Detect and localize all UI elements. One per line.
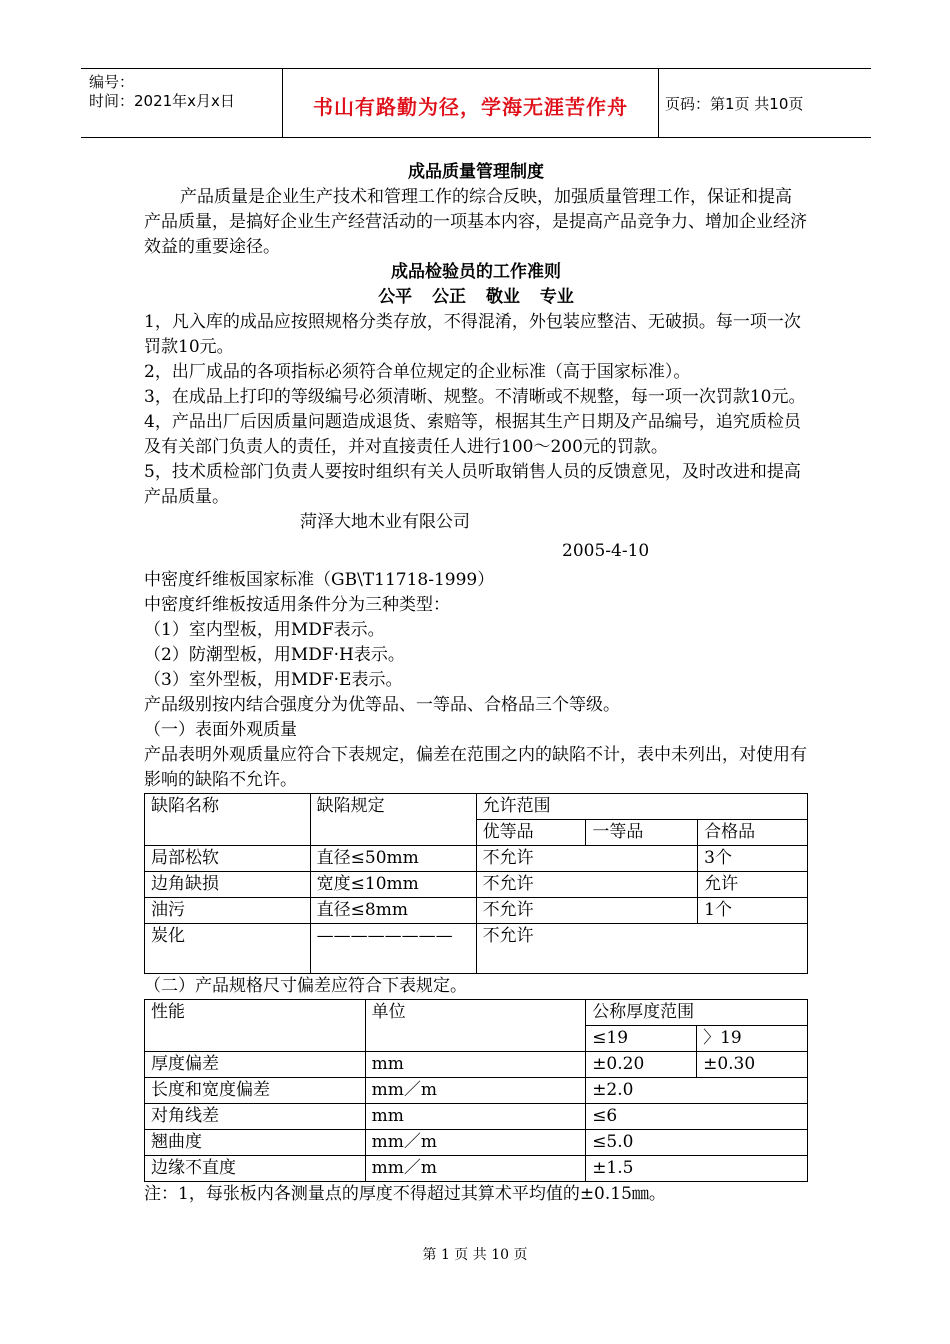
table-row bbox=[145, 872, 808, 898]
type-item: （3）室外型板，用MDF·E表示。 bbox=[144, 670, 403, 690]
cell-name: 炭化 bbox=[145, 924, 311, 974]
header-divider-right bbox=[658, 69, 659, 137]
th-le19: ≤19 bbox=[586, 1026, 697, 1052]
doc-date: 2005-4-10 bbox=[562, 541, 650, 561]
cell-rule: 直径≤50mm bbox=[310, 846, 476, 872]
cell-property: 对角线差 bbox=[145, 1104, 366, 1130]
th-defect-rule: 缺陷规定 bbox=[310, 794, 476, 846]
table-row bbox=[145, 898, 808, 924]
header-number-label: 编号： bbox=[89, 73, 135, 91]
note-text: 注：1，每张板内各测量点的厚度不得超过其算术平均值的±0.15㎜。 bbox=[144, 1184, 666, 1204]
th-property: 性能 bbox=[145, 1000, 366, 1052]
th-grade-qualified: 合格品 bbox=[698, 820, 808, 846]
document-body bbox=[144, 160, 808, 1207]
cell-qualified: 1个 bbox=[698, 898, 808, 924]
th-unit: 单位 bbox=[365, 1000, 586, 1052]
surface-quality-table bbox=[144, 793, 808, 974]
rule-item: 2，出厂成品的各项指标必须符合单位规定的企业标准（高于国家标准）。 bbox=[144, 362, 691, 382]
table-row bbox=[145, 1078, 808, 1104]
rule-item: 1，凡入库的成品应按照规格分类存放，不得混淆，外包装应整洁、无破损。每一项一次罚款10元。 bbox=[144, 312, 801, 357]
cell-value: ≤6 bbox=[586, 1104, 808, 1130]
table-row bbox=[145, 794, 808, 820]
doc-title: 成品质量管理制度 bbox=[408, 162, 544, 182]
rule-item: 3，在成品上打印的等级编号必须清晰、规整。不清晰或不规整，每一项一次罚款10元。 bbox=[144, 387, 806, 407]
type-item: （1）室内型板，用MDF表示。 bbox=[144, 620, 385, 640]
cell-qualified: 允许 bbox=[698, 872, 808, 898]
cell-unit: mm／m bbox=[365, 1156, 586, 1182]
cell-property: 厚度偏差 bbox=[145, 1052, 366, 1078]
th-defect-name: 缺陷名称 bbox=[145, 794, 311, 846]
page-header bbox=[81, 68, 871, 138]
header-page-info: 页码：第1页 共10页 bbox=[665, 95, 804, 113]
section1-title: （一）表面外观质量 bbox=[144, 720, 297, 740]
header-motto: 书山有路勤为径，学海无涯苦作舟 bbox=[313, 95, 628, 119]
header-meta bbox=[89, 73, 281, 111]
rule-item: 5，技术质检部门负责人要按时组织有关人员听取销售人员的反馈意见，及时改进和提高产品质量。 bbox=[144, 462, 801, 507]
th-gt19: 〉19 bbox=[697, 1026, 808, 1052]
cell-unit: mm bbox=[365, 1052, 586, 1078]
cell-gt19: ±0.30 bbox=[697, 1052, 808, 1078]
table-row bbox=[145, 1156, 808, 1182]
cell-property: 边缘不直度 bbox=[145, 1156, 366, 1182]
grade-text: 产品级别按内结合强度分为优等品、一等品、合格品三个等级。 bbox=[144, 695, 620, 715]
doc-intro: 产品质量是企业生产技术和管理工作的综合反映，加强质量管理工作，保证和提高产品质量，是搞好企业生产经营活动的一项基本内容，是提高产品竞争力、增加企业经济效益的重要途径。 bbox=[144, 187, 807, 257]
cell-name: 油污 bbox=[145, 898, 311, 924]
page-footer: 第 1 页 共 10 页 bbox=[422, 1247, 528, 1263]
cell-name: 边角缺损 bbox=[145, 872, 311, 898]
section2-title: （二）产品规格尺寸偏差应符合下表规定。 bbox=[144, 976, 467, 996]
type-item: （2）防潮型板，用MDF·H表示。 bbox=[144, 645, 405, 665]
table-row bbox=[145, 1052, 808, 1078]
section1-text: 产品表明外观质量应符合下表规定，偏差在范围之内的缺陷不计，表中未列出，对使用有影响的缺陷不允许。 bbox=[144, 745, 807, 790]
cell-value: ±1.5 bbox=[586, 1156, 808, 1182]
cell-rule: 直径≤8mm bbox=[310, 898, 476, 924]
cell-rule: ———————— bbox=[310, 924, 476, 974]
cell-qualified: 3个 bbox=[698, 846, 808, 872]
table-row bbox=[145, 1000, 808, 1026]
header-time-label: 时间：2021年x月x日 bbox=[89, 92, 235, 110]
table-row bbox=[145, 1130, 808, 1156]
cell-le19: ±0.20 bbox=[586, 1052, 697, 1078]
cell-property: 长度和宽度偏差 bbox=[145, 1078, 366, 1104]
cell-excellent-first: 不允许 bbox=[476, 924, 807, 974]
cell-value: ≤5.0 bbox=[586, 1130, 808, 1156]
doc-principles: 公平 公正 敬业 专业 bbox=[378, 287, 574, 307]
types-intro: 中密度纤维板按适用条件分为三种类型： bbox=[144, 595, 450, 615]
cell-rule: 宽度≤10mm bbox=[310, 872, 476, 898]
table-row bbox=[145, 924, 808, 974]
cell-excellent-first: 不允许 bbox=[476, 898, 698, 924]
cell-excellent-first: 不允许 bbox=[476, 846, 698, 872]
th-grade-excellent: 优等品 bbox=[476, 820, 586, 846]
th-thickness-range: 公称厚度范围 bbox=[586, 1000, 808, 1026]
table-row bbox=[145, 846, 808, 872]
standard-title: 中密度纤维板国家标准（GB\T11718-1999） bbox=[144, 570, 495, 590]
cell-unit: mm／m bbox=[365, 1130, 586, 1156]
cell-name: 局部松软 bbox=[145, 846, 311, 872]
header-divider-left bbox=[282, 69, 283, 137]
dimension-tolerance-table bbox=[144, 999, 808, 1182]
th-grade-first: 一等品 bbox=[586, 820, 698, 846]
cell-unit: mm／m bbox=[365, 1078, 586, 1104]
cell-value: ±2.0 bbox=[586, 1078, 808, 1104]
cell-unit: mm bbox=[365, 1104, 586, 1130]
doc-subtitle: 成品检验员的工作准则 bbox=[391, 262, 561, 282]
rule-item: 4，产品出厂后因质量问题造成退货、索赔等，根据其生产日期及产品编号，追究质检员及有关部门负责人的责任，并对直接责任人进行100～200元的罚款。 bbox=[144, 412, 801, 457]
cell-property: 翘曲度 bbox=[145, 1130, 366, 1156]
table-row bbox=[145, 1104, 808, 1130]
cell-excellent-first: 不允许 bbox=[476, 872, 698, 898]
company-name: 菏泽大地木业有限公司 bbox=[300, 512, 470, 532]
th-allowed-range: 允许范围 bbox=[476, 794, 807, 820]
